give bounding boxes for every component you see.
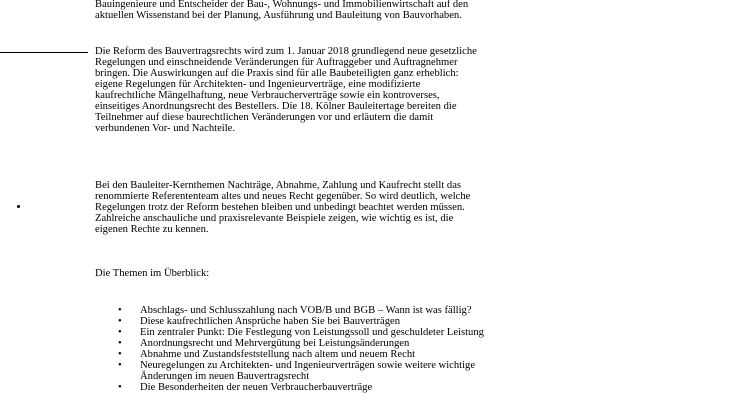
overview-heading [95, 268, 575, 279]
list-item [95, 360, 575, 382]
margin-bullet-mark [17, 205, 20, 208]
list-item-text: • Abnahme und Zustandsfeststellung nach altem und neuem Recht [140, 349, 416, 360]
reform-paragraph [95, 46, 575, 134]
list-item-text: • Diese kaufrechtlichen Ansprüche haben Sie bei Bauverträgen [140, 316, 401, 327]
paragraph-line: verbundenen Vor- und Nachteile. [95, 123, 236, 134]
kernthemen-paragraph [95, 180, 575, 235]
paragraph-line: eigenen Rechte zu kennen. [95, 224, 209, 235]
list-item [95, 327, 575, 338]
paragraph-line: Regelungen und einschneidende Veränderungen für Auftraggeber und Auftragnehmer [95, 57, 458, 68]
paragraph-line: renommierte Referententeam altes und neues Recht gegenüber. So wird deutlich, welche [95, 191, 471, 202]
list-item [95, 316, 575, 327]
intro-paragraph [95, 0, 575, 21]
margin-rule [0, 52, 88, 53]
list-item-text: • Abschlags- und Schlusszahlung nach VOB/B und BGB – Wann ist was fällig? [140, 305, 472, 316]
intro-line: Bauingenieure und Entscheider der Bau-, Wohnungs- und Immobilienwirtschaft auf den [95, 0, 469, 10]
paragraph-line: Regelungen trotz der Reform bestehen bleiben und unbedingt beachtet werden müssen. [95, 202, 465, 213]
list-item-text: • Anordnungsrecht und Mehrvergütung bei Leistungsänderungen [140, 338, 410, 349]
paragraph-line: einseitiges Anordnungsrecht des Bestellers. Die 18. Kölner Bauleitertage bereiten die [95, 101, 457, 112]
list-item-text: • Ein zentraler Punkt: Die Festlegung von Leistungssoll und geschuldeter Leistung [140, 327, 484, 338]
paragraph-line: bringen. Die Auswirkungen auf die Praxis sind für alle Baubeteiligten ganz erheblich: [95, 68, 459, 79]
list-item-text: • Neuregelungen zu Architekten- und Ingenieurverträgen sowie weitere wichtige [140, 360, 476, 371]
list-item [95, 382, 575, 393]
list-item [95, 349, 575, 360]
list-item-text: Änderungen im neuen Bauvertragsrecht [140, 371, 310, 382]
overview-heading-text: Die Themen im Überblick: [95, 268, 210, 279]
paragraph-line: Die Reform des Bauvertragsrechts wird zum 1. Januar 2018 grundlegend neue gesetzliche [95, 46, 477, 57]
paragraph-line: Zahlreiche anschauliche und praxisrelevante Beispiele zeigen, wie wichtig es ist, die [95, 213, 454, 224]
paragraph-line: eigene Regelungen für Architekten- und Ingenieurverträge, eine modifizierte [95, 79, 421, 90]
list-item [95, 305, 575, 316]
list-item-text: • Die Besonderheiten der neuen Verbraucherbauverträge [140, 382, 373, 393]
list-item [95, 338, 575, 349]
intro-line: aktuellen Wissenstand bei der Planung, Ausführung und Bauleitung von Bauvorhaben. [95, 10, 462, 21]
paragraph-line: Bei den Bauleiter-Kernthemen Nachträge, Abnahme, Zahlung und Kaufrecht stellt das [95, 180, 462, 191]
topics-list [95, 305, 575, 393]
paragraph-line: kaufrechtliche Mängelhaftung, neue Verbraucherverträge sowie ein kontroverses, [95, 90, 440, 101]
paragraph-line: Teilnehmer auf diese baurechtlichen Veränderungen vor und erläutern die damit [95, 112, 434, 123]
